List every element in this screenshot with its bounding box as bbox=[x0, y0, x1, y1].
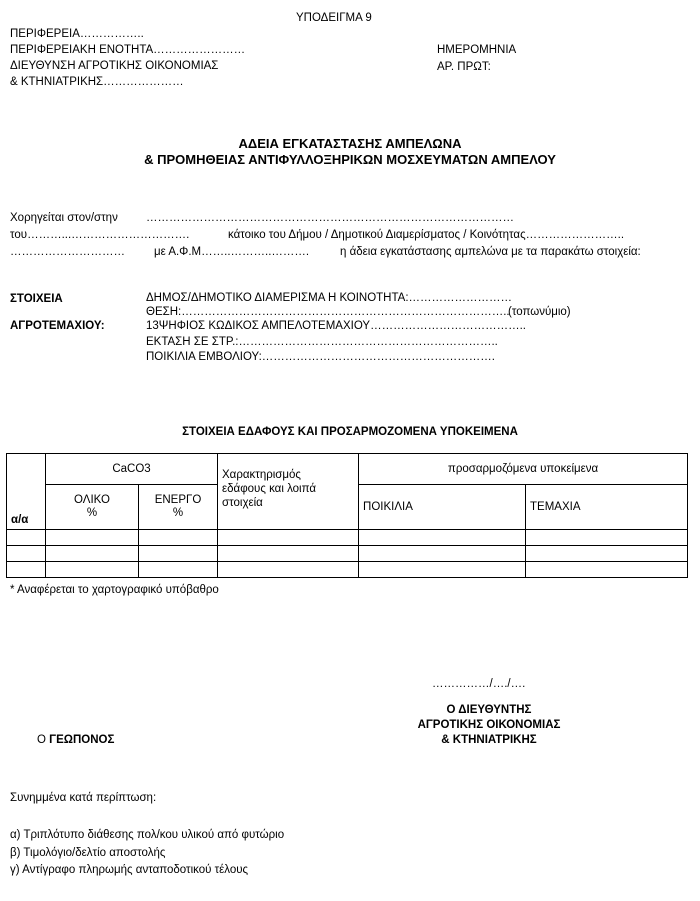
grant-to-label: Χορηγείται στον/στην bbox=[10, 212, 118, 224]
graft-variety-field: ΠΟΙΚΙΛΙΑ ΕΜΒΟΛΙΟΥ:……………………………………………………. bbox=[146, 351, 495, 363]
parcel-location-field: ΘΕΣΗ:………………………………………………………………………….. bbox=[146, 306, 510, 318]
characterization-line: εδάφους και λοιπά bbox=[222, 483, 317, 495]
active-label: ΕΝΕΡΓΟ bbox=[154, 494, 202, 506]
signature-date-line: ……………/…./…. bbox=[432, 678, 526, 690]
attachments-heading: Συνημμένα κατά περίπτωση: bbox=[10, 792, 157, 804]
document-title-line-1: ΑΔΕΙΑ ΕΓΚΑΤΑΣΤΑΣΗΣ ΑΜΠΕΛΩΝΑ bbox=[238, 136, 462, 151]
parcel-label-1: ΣΤΟΙΧΕΙΑ bbox=[10, 293, 63, 305]
total-caco3-header bbox=[46, 485, 139, 530]
total-percent: % bbox=[86, 507, 98, 519]
director-title-3: & ΚΤΗΝΙΑΤΡΙΚΗΣ bbox=[441, 734, 537, 746]
rootstocks-header: προσαρμοζόμενα υποκείμενα bbox=[359, 454, 688, 485]
variety-header: ΠΟΙΚΙΛΙΑ bbox=[359, 485, 526, 530]
agronomist-signature bbox=[37, 734, 114, 746]
table-footnote: * Αναφέρεται το χαρτογραφικό υπόβαθρο bbox=[10, 584, 219, 596]
attachment-item: α) Τριπλότυπο διάθεσης πολ/κου υλικού από φυτώριο bbox=[10, 829, 285, 841]
veterinary-line: & ΚΤΗΝΙΑΤΡΙΚΗΣ………………… bbox=[10, 76, 184, 88]
attachment-item: β) Τιμολόγιο/δελτίο αποστολής bbox=[10, 847, 166, 859]
table-row bbox=[7, 546, 688, 562]
municipality-field: ………………………… bbox=[10, 246, 125, 258]
attachment-item: γ) Αντίγραφο πληρωμής ανταποδοτικού τέλους bbox=[10, 864, 249, 876]
director-title-1: Ο ΔΙΕΥΘΥΝΤΗΣ bbox=[446, 704, 532, 716]
resident-of-text: κάτοικο του Δήμου / Δημοτικού Διαμερίσματος / Κοινότητας…………………….. bbox=[228, 229, 625, 241]
characterization-line: στοιχεία bbox=[222, 497, 263, 509]
serial-number-header: α/α bbox=[7, 454, 46, 530]
grant-statement: η άδεια εγκατάστασης αμπελώνα με τα παρακάτω στοιχεία: bbox=[340, 246, 641, 258]
region-line: ΠΕΡΙΦΕΡΕΙΑ…………….. bbox=[10, 28, 144, 40]
table-row bbox=[7, 530, 688, 546]
soil-table-heading: ΣΤΟΙΧΕΙΑ ΕΔΑΦΟΥΣ ΚΑΙ ΠΡΟΣΑΡΜΟΖΟΜΕΝΑ ΥΠΟΚΕΙΜΕΝΑ bbox=[182, 426, 518, 438]
parcel-code-field: 13ΨΗΦΙΟΣ ΚΩΔΙΚΟΣ ΑΜΠΕΛΟΤΕΜΑΧΙΟΥ………………………………….. bbox=[146, 320, 526, 332]
directorate-line: ΔΙΕΥΘΥΝΣΗ ΑΓΡΟΤΙΚΗΣ ΟΙΚΟΝΟΜΙΑΣ bbox=[10, 60, 219, 72]
table-row bbox=[7, 562, 688, 578]
total-label: ΟΛΙΚΟ bbox=[74, 494, 110, 506]
agronomist-prefix: Ο bbox=[37, 734, 46, 746]
pieces-header: ΤΕΜΑΧΙΑ bbox=[526, 485, 688, 530]
parcel-label-2: ΑΓΡΟΤΕΜΑΧΙΟΥ: bbox=[10, 320, 105, 332]
document-title-line-2: & ΠΡΟΜΗΘΕΙΑΣ ΑΝΤΙΦΥΛΛΟΞΗΡΙΚΩΝ ΜΟΣΧΕΥΜΑΤΩΝ ΑΜΠΕΛΟΥ bbox=[144, 152, 556, 167]
active-caco3-header bbox=[139, 485, 218, 530]
characterization-line: Χαρακτηρισμός bbox=[222, 469, 301, 481]
caco3-header: CaCO3 bbox=[46, 454, 218, 485]
agronomist-label: ΓΕΩΠΟΝΟΣ bbox=[49, 734, 115, 746]
father-name-field: του………...…………………………. bbox=[10, 229, 190, 241]
date-label: ΗΜΕΡΟΜΗΝΙΑ bbox=[437, 44, 517, 56]
protocol-number-label: ΑΡ. ΠΡΩΤ: bbox=[437, 61, 491, 73]
soil-characterization-header bbox=[218, 454, 359, 530]
parcel-municipality-field: ΔΗΜΟΣ/ΔΗΜΟΤΙΚΟ ΔΙΑΜΕΡΙΣΜΑ Η ΚΟΙΝΟΤΗΤΑ:……………………… bbox=[146, 292, 513, 304]
toponym-note: (τοπωνύμιο) bbox=[508, 306, 571, 318]
form-template-label: ΥΠΟΔΕΙΓΜΑ 9 bbox=[296, 12, 372, 24]
director-title-2: ΑΓΡΟΤΙΚΗΣ ΟΙΚΟΝΟΜΙΑΣ bbox=[417, 719, 561, 731]
active-percent: % bbox=[172, 507, 184, 519]
parcel-area-field: ΕΚΤΑΣΗ ΣΕ ΣΤΡ.:………………………………………………………….. bbox=[146, 336, 498, 348]
afm-field: με Α.Φ.Μ……..………..………. bbox=[154, 246, 310, 258]
grantee-name-field: …………………………………………………………………………………… bbox=[146, 212, 514, 224]
regional-unit-line: ΠΕΡΙΦΕΡΕΙΑΚΗ ΕΝΟΤΗΤΑ…………………… bbox=[10, 44, 246, 56]
soil-rootstock-table bbox=[6, 453, 688, 578]
